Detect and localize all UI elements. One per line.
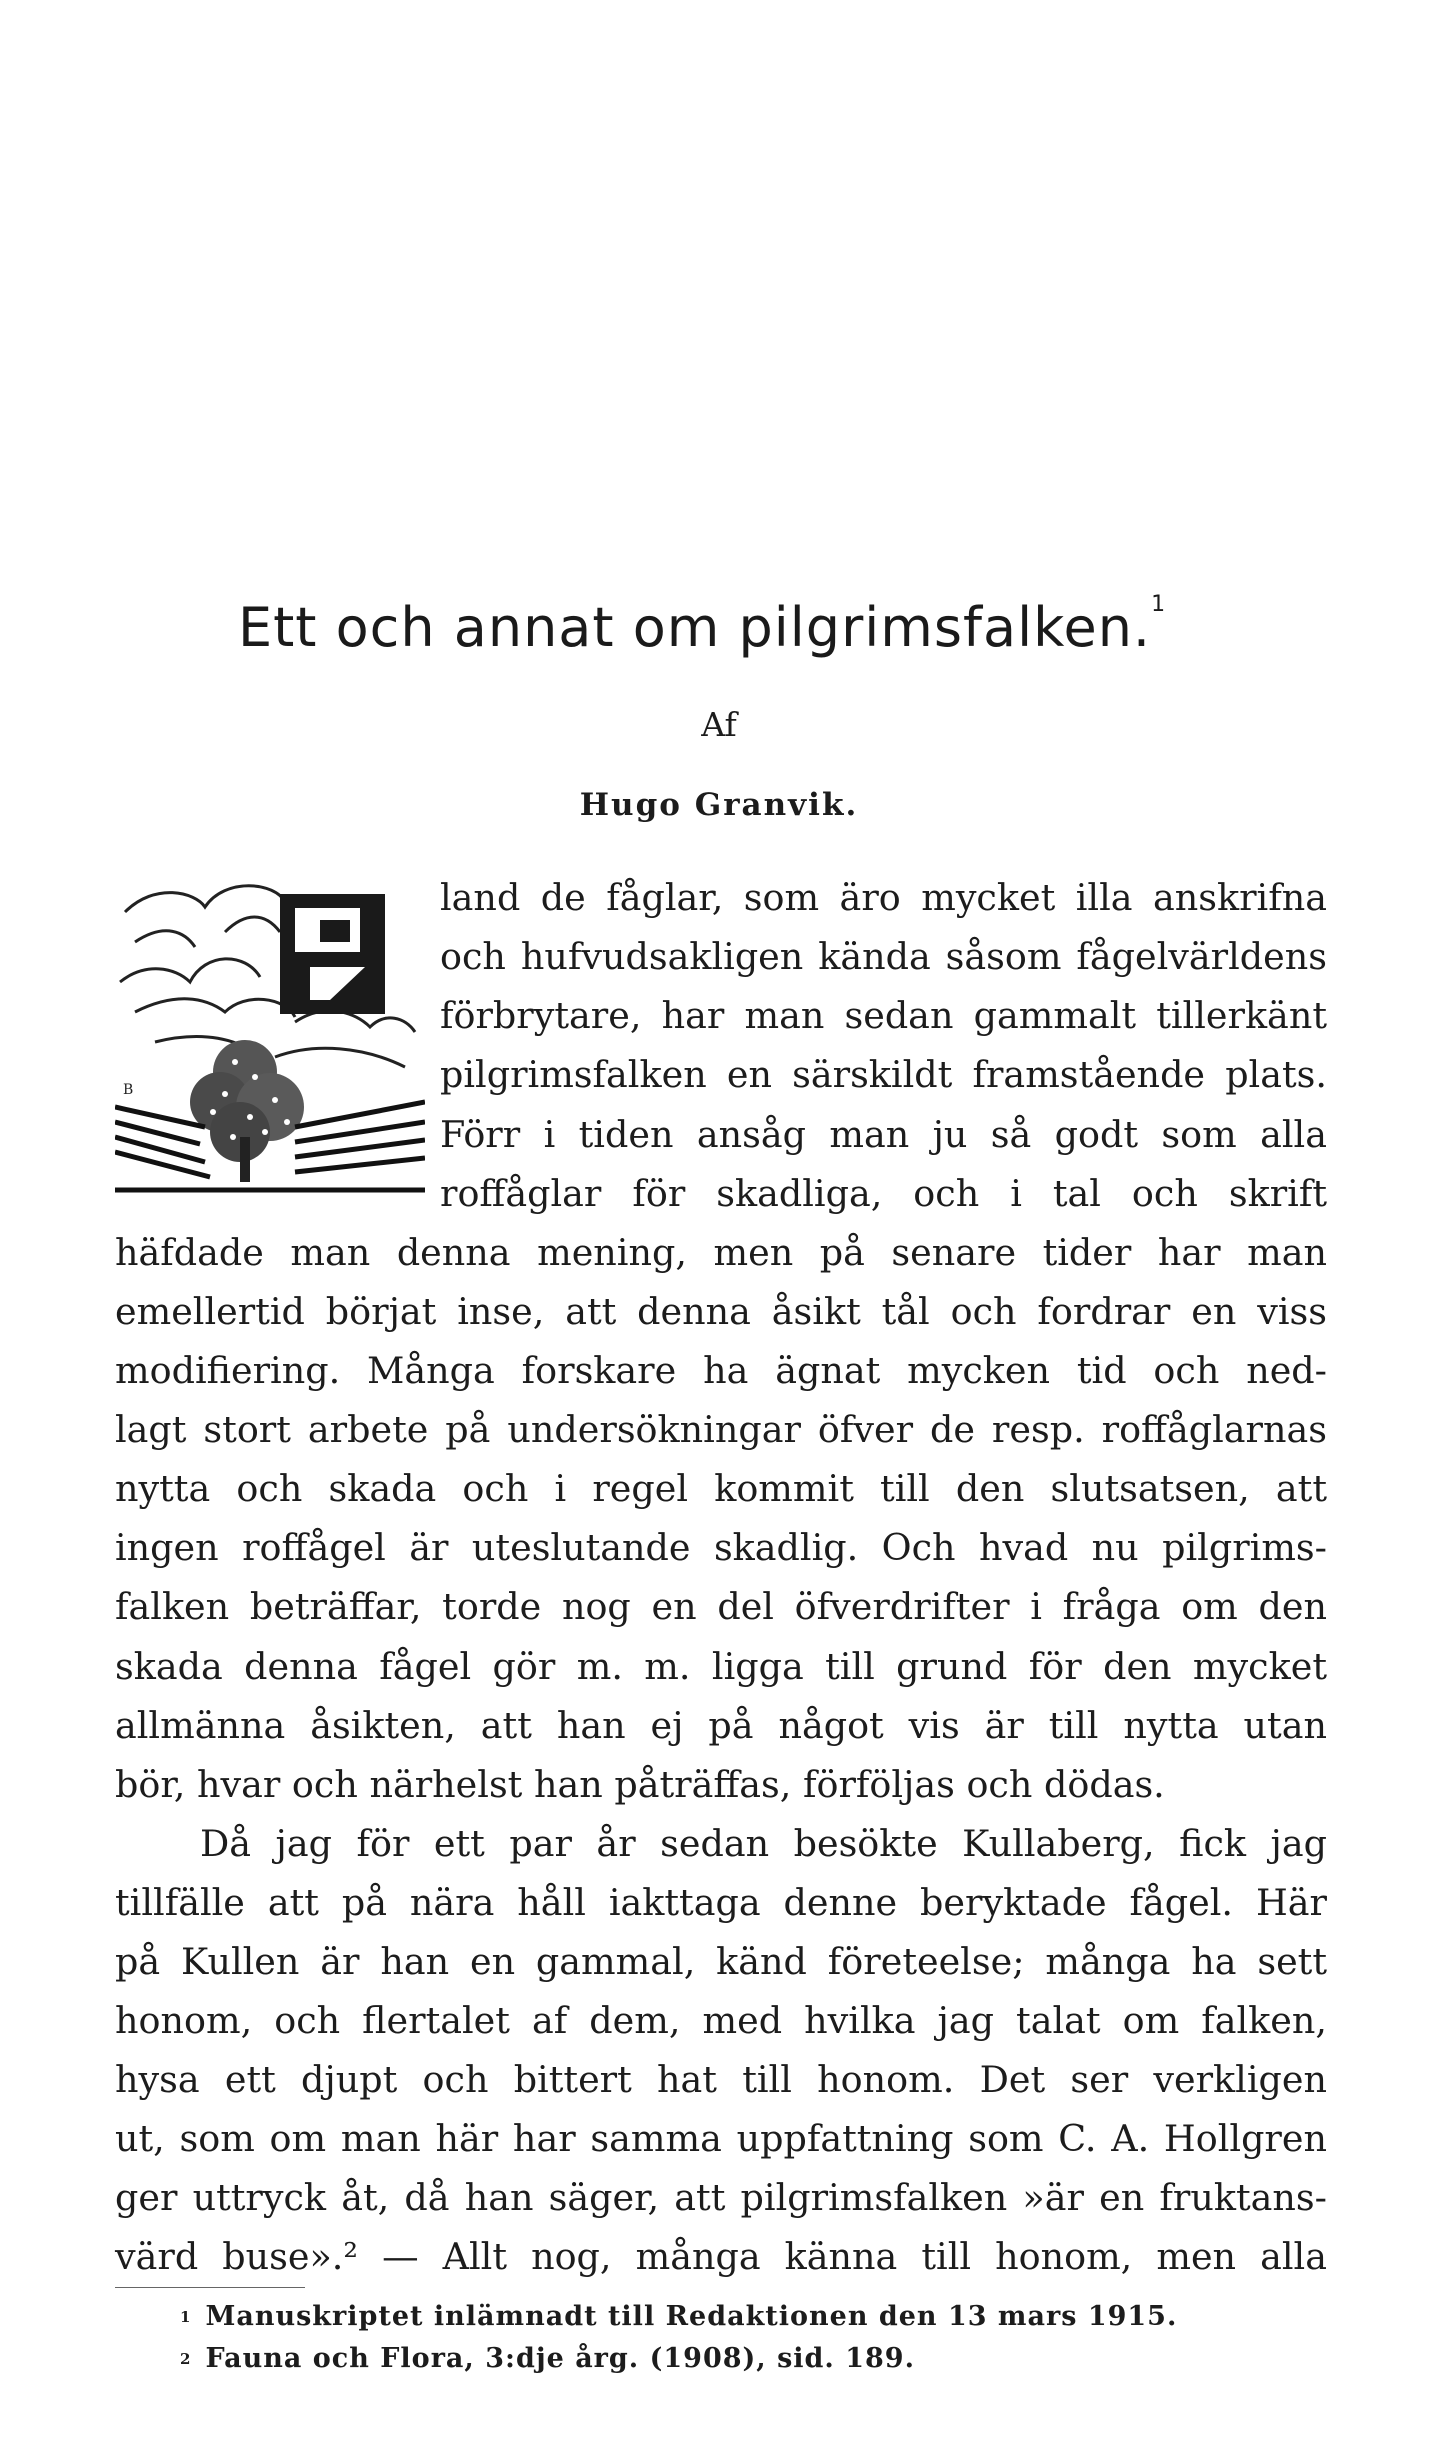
body-line: land de fåglar, som äro mycket illa anskrifna xyxy=(440,876,1327,919)
byline-prefix: Af xyxy=(701,705,737,744)
body-line: häfdade man denna mening, men på senare tider har man xyxy=(115,1231,1327,1274)
body-line: allmänna åsikten, att han ej på något vis är till nytta utan xyxy=(115,1704,1327,1747)
footnote-text: Manuskriptet inlämnadt till Redaktionen den 13 mars 1915. xyxy=(205,2301,1178,2332)
body-line: tillfälle att på nära håll iakttaga denne beryktade fågel. Här xyxy=(115,1881,1327,1924)
body-line: på Kullen är han en gammal, känd företeelse; många ha sett xyxy=(115,1940,1327,1983)
body-line: Då jag för ett par år sedan besökte Kullaberg, fick jag xyxy=(200,1822,1327,1865)
body-line: honom, och flertalet af dem, med hvilka jag talat om falken, xyxy=(115,1999,1327,2042)
dropcap-corner-mark: B xyxy=(123,1082,134,1098)
body-line: pilgrimsfalken en särskildt framstående plats. xyxy=(440,1053,1327,1096)
body-line: ger uttryck åt, då han säger, att pilgrimsfalken »är en fruktans- xyxy=(115,2176,1327,2219)
body-line: skada denna fågel gör m. m. ligga till grund för den mycket xyxy=(115,1645,1327,1688)
body-line: förbrytare, har man sedan gammalt tillerkänt xyxy=(440,994,1327,1037)
title-footnote-ref: 1 xyxy=(1151,592,1167,617)
body-line: emellertid börjat inse, att denna åsikt tål och fordrar en viss xyxy=(115,1290,1327,1333)
body-line: värd buse».² — Allt nog, många känna till honom, men alla xyxy=(115,2235,1327,2278)
body-line: Förr i tiden ansåg man ju så godt som alla xyxy=(440,1113,1327,1156)
body-line: ingen roffågel är uteslutande skadlig. Och hvad nu pilgrims- xyxy=(115,1526,1327,1569)
body-line: modifiering. Många forskare ha ägnat mycken tid och ned- xyxy=(115,1349,1327,1392)
body-line: ut, som om man här har samma uppfattning som C. A. Hollgren xyxy=(115,2117,1327,2160)
footnote-2 xyxy=(180,2342,1330,2376)
body-line: roffåglar för skadliga, och i tal och skrift xyxy=(440,1172,1327,1215)
body-line: och hufvudsakligen kända såsom fågelvärldens xyxy=(440,935,1327,978)
decorative-initial-b xyxy=(115,872,425,1202)
footnote-number: 2 xyxy=(180,2350,192,2368)
article-title xyxy=(238,592,1238,659)
footnote-number: 1 xyxy=(180,2308,192,2326)
body-line: hysa ett djupt och bittert hat till honom. Det ser verkligen xyxy=(115,2058,1327,2101)
body-line: nytta och skada och i regel kommit till den slutsatsen, att xyxy=(115,1467,1327,1510)
body-line: bör, hvar och närhelst han påträffas, förföljas och dödas. xyxy=(115,1763,1165,1806)
article-title-text: Ett och annat om pilgrimsfalken. xyxy=(238,596,1152,659)
body-line: falken beträffar, torde nog en del öfverdrifter i fråga om den xyxy=(115,1585,1327,1628)
footnote-1 xyxy=(180,2300,1330,2334)
footnote-text: Fauna och Flora, 3:dje årg. (1908), sid. 189. xyxy=(205,2343,915,2374)
footnote-rule xyxy=(115,2287,305,2288)
author-name: Hugo Granvik. xyxy=(579,787,859,823)
body-line: lagt stort arbete på undersökningar öfver de resp. roffåglarnas xyxy=(115,1408,1327,1451)
